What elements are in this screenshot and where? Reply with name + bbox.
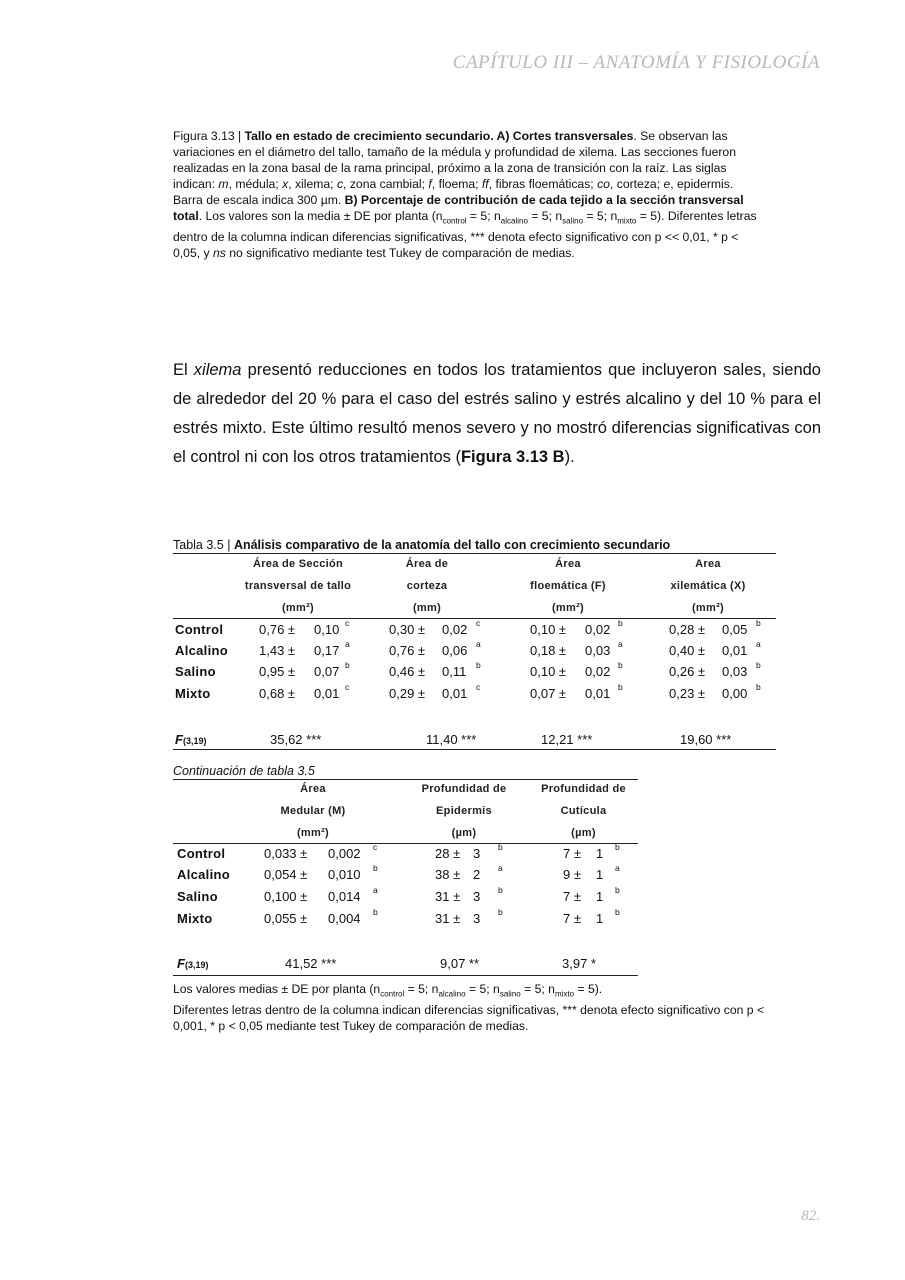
cell-mean: 31 ±	[435, 911, 461, 926]
table-rule	[173, 749, 776, 750]
cell-sd: 0,002	[328, 846, 361, 861]
cell-mean: 0,055 ±	[264, 911, 308, 926]
cell-mean: 0,07 ±	[530, 686, 567, 701]
cell-mean: 0,100 ±	[264, 889, 308, 904]
cell-letter: a	[373, 885, 378, 895]
f-value: 11,40 ***	[426, 732, 477, 747]
cell-mean: 0,76 ±	[259, 622, 296, 637]
cell-sd: 0,01	[585, 686, 611, 701]
cell-mean: 7 ±	[563, 846, 581, 861]
column-header: Area xilemática (X) (mm²)	[670, 558, 746, 614]
cell-sd: 1	[596, 889, 604, 904]
cell-mean: 0,033 ±	[264, 846, 308, 861]
cell-sd: 0,004	[328, 911, 361, 926]
column-header: Área de Sección transversal de tallo (mm²)	[244, 558, 352, 614]
cell-letter: c	[373, 842, 378, 852]
table-continuation-title: Continuación de tabla 3.5	[173, 764, 638, 780]
cell-letter: c	[345, 682, 350, 692]
cell-sd: 0,11	[442, 664, 467, 679]
figure-caption: Figura 3.13 | Tallo en estado de crecimiento secundario. A) Cortes transversales. Se observan las variaciones en el diámetro del tallo, tamaño de la médula y profundidad de xilema. Las secciones fueron realizadas en la zona basal de la rama principal, próximo a la zona de transición con la raíz. Las siglas indican: m, médula; x, xilema; c, zona cambial; f, floema; ff, fibras floemáticas; co, corteza; e, epidermis. Barra de escala indica 300 µm. B) Porcentaje de contribución de cada tejido a la sección transversal total. Los valores son la media ± DE por planta ($n_{control} = 5$; $n_{alcalino} = 5$; $n_{salino} = 5$; $n_{mixto} = 5$). Diferentes letras dentro de la columna indican diferencias significativas, *** denota efecto significativo con p << 0,01, * p < 0,05, y ns no significativo mediante test Tukey de comparación de medias.	[173, 129, 757, 261]
cell-sd: 0,07	[314, 664, 340, 679]
cell-letter: b	[756, 660, 761, 670]
cell-mean: 0,10 ±	[530, 622, 567, 637]
cell-mean: 7 ±	[563, 889, 581, 904]
cell-sd: 0,03	[722, 664, 748, 679]
row-label: Salino	[175, 664, 216, 679]
cell-sd: 0,05	[722, 622, 748, 637]
cell-mean: 0,30 ±	[389, 622, 426, 637]
cell-letter: a	[756, 639, 761, 649]
column-header: Área de corteza (mm)	[405, 558, 449, 614]
cell-letter: b	[373, 863, 378, 873]
f-value: 12,21 ***	[541, 732, 593, 747]
cell-mean: 0,10 ±	[530, 664, 567, 679]
cell-sd: 0,06	[442, 643, 468, 658]
cell-mean: 0,18 ±	[530, 643, 567, 658]
cell-letter: b	[498, 842, 503, 852]
cell-mean: 28 ±	[435, 846, 461, 861]
cell-letter: b	[345, 660, 350, 670]
column-header: Profundidad de Cutícula (µm)	[541, 783, 626, 839]
cell-sd: 3	[473, 846, 481, 861]
cell-mean: 0,95 ±	[259, 664, 296, 679]
cell-sd: 0,03	[585, 643, 611, 658]
cell-mean: 0,054 ±	[264, 867, 308, 882]
cell-mean: 0,40 ±	[669, 643, 706, 658]
row-label: Control	[175, 622, 224, 637]
row-label: Alcalino	[175, 643, 228, 658]
cell-sd: 1	[596, 846, 604, 861]
cell-letter: a	[615, 863, 620, 873]
row-label: Salino	[177, 889, 218, 904]
row-label: Alcalino	[177, 867, 230, 882]
cell-letter: b	[615, 842, 620, 852]
cell-letter: b	[373, 907, 378, 917]
cell-sd: 0,01	[722, 643, 748, 658]
cell-letter: c	[476, 618, 481, 628]
cell-sd: 0,17	[314, 643, 340, 658]
row-label: Mixto	[177, 911, 213, 926]
cell-letter: b	[498, 885, 503, 895]
cell-mean: 0,76 ±	[389, 643, 426, 658]
cell-letter: c	[345, 618, 350, 628]
cell-sd: 0,00	[722, 686, 748, 701]
f-statistic-label: F(3,19)	[175, 732, 207, 747]
cell-letter: b	[756, 618, 761, 628]
cell-mean: 9 ±	[563, 867, 581, 882]
f-value: 41,52 ***	[285, 956, 337, 971]
f-value: 35,62 ***	[270, 732, 322, 747]
cell-letter: b	[498, 907, 503, 917]
cell-sd: 0,10	[314, 622, 340, 637]
cell-sd: 3	[473, 911, 481, 926]
cell-letter: b	[618, 682, 623, 692]
cell-letter: b	[756, 682, 761, 692]
cell-letter: a	[498, 863, 503, 873]
row-label: Mixto	[175, 686, 211, 701]
cell-letter: a	[476, 639, 481, 649]
row-label: Control	[177, 846, 226, 861]
cell-sd: 3	[473, 889, 481, 904]
f-value: 19,60 ***	[680, 732, 732, 747]
cell-letter: a	[618, 639, 623, 649]
f-statistic-label: F(3,19)	[177, 956, 209, 971]
cell-mean: 0,29 ±	[389, 686, 426, 701]
page-number: 82.	[801, 1208, 820, 1224]
cell-letter: b	[615, 907, 620, 917]
f-value: 9,07 **	[440, 956, 480, 971]
cell-mean: 38 ±	[435, 867, 461, 882]
cell-sd: 0,014	[328, 889, 361, 904]
cell-sd: 0,02	[585, 664, 611, 679]
f-value: 3,97 *	[562, 956, 596, 971]
cell-sd: 1	[596, 911, 604, 926]
table-rule	[173, 975, 638, 976]
cell-letter: a	[345, 639, 350, 649]
cell-sd: 0,01	[314, 686, 340, 701]
column-header: Área floemática (F) (mm²)	[530, 558, 606, 614]
cell-mean: 1,43 ±	[259, 643, 296, 658]
cell-letter: b	[476, 660, 481, 670]
cell-sd: 2	[473, 867, 481, 882]
cell-sd: 0,010	[328, 867, 361, 882]
cell-mean: 0,26 ±	[669, 664, 706, 679]
cell-letter: b	[615, 885, 620, 895]
chapter-header: CAPÍTULO III – ANATOMÍA Y FISIOLOGÍA	[452, 52, 820, 73]
column-header: Área Medular (M) (mm²)	[280, 783, 346, 839]
table-rule	[173, 618, 776, 619]
cell-mean: 0,23 ±	[669, 686, 706, 701]
cell-mean: 0,28 ±	[669, 622, 706, 637]
table-footnote: Los valores medias ± DE por planta ($n_{control} = 5$; $n_{alcalino} = 5$; $n_{salino} = 5$; $n_{mixto} = 5$). Diferentes letras dentro de la columna indican diferencias significativas, *** denota efecto significativo con p < 0,001, * p < 0,05 mediante test Tukey de comparación de medias.	[173, 982, 765, 1034]
table-title: Tabla 3.5 | Análisis comparativo de la anatomía del tallo con crecimiento secundario	[173, 538, 776, 554]
cell-letter: b	[618, 660, 623, 670]
cell-sd: 0,01	[442, 686, 468, 701]
cell-mean: 0,68 ±	[259, 686, 296, 701]
cell-mean: 0,46 ±	[389, 664, 426, 679]
cell-mean: 31 ±	[435, 889, 461, 904]
cell-letter: b	[618, 618, 623, 628]
cell-letter: c	[476, 682, 481, 692]
body-paragraph: El xilema presentó reducciones en todos los tratamientos que incluyeron sales, siendo de alrededor del 20 % para el caso del estrés salino y estrés alcalino y del 10 % para el estrés mixto. Este último resultó menos severo y no mostró diferencias significativas con el control ni con los otros tratamientos (Figura 3.13 B).	[173, 361, 821, 466]
column-header: Profundidad de Epidermis (µm)	[421, 783, 507, 839]
cell-mean: 7 ±	[563, 911, 581, 926]
cell-sd: 1	[596, 867, 604, 882]
cell-sd: 0,02	[442, 622, 468, 637]
table-rule	[173, 843, 638, 844]
cell-sd: 0,02	[585, 622, 611, 637]
